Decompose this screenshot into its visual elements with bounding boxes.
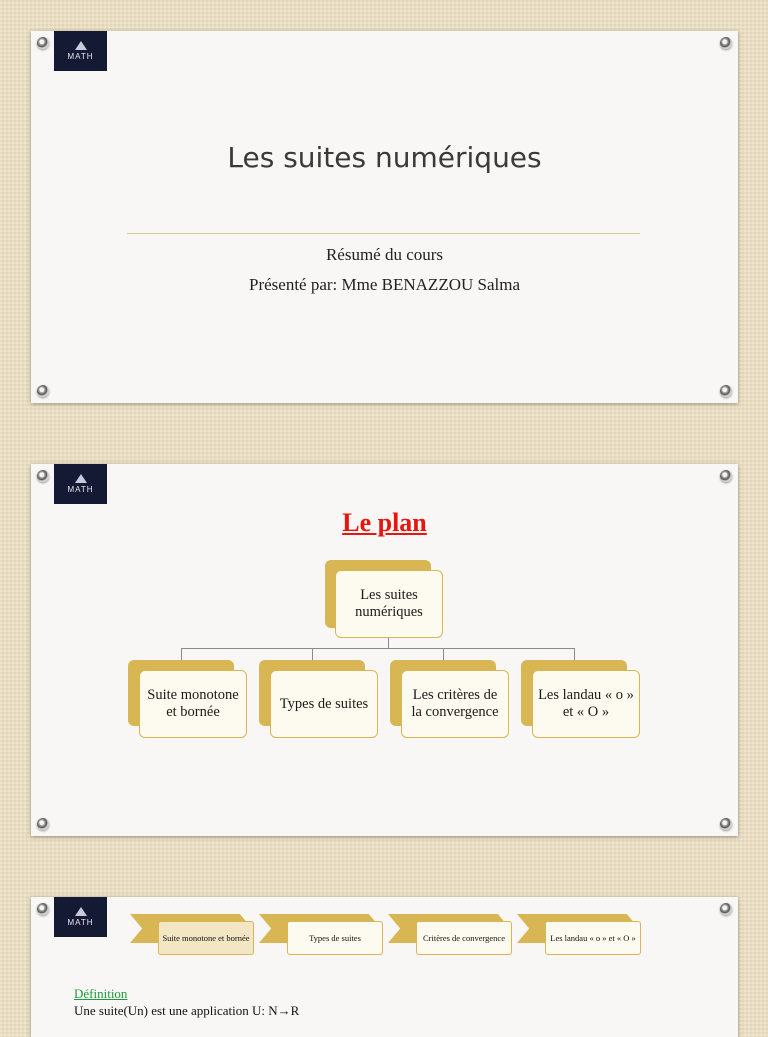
step-monotone: Suite monotone et bornée	[158, 921, 254, 955]
slide-definition	[31, 897, 738, 1037]
logo-text: MATH	[67, 52, 94, 61]
pin-icon	[720, 470, 732, 482]
node-monotone: Suite monotone et bornée	[139, 670, 247, 738]
connector-line	[312, 648, 313, 660]
pin-icon	[720, 37, 732, 49]
subtitle-presenter: Présenté par: Mme BENAZZOU Salma	[249, 275, 520, 294]
pin-icon	[37, 37, 49, 49]
math-logo	[54, 897, 107, 937]
title-divider	[127, 233, 640, 234]
connector-line	[574, 648, 575, 660]
step-landau: Les landau « o » et « O »	[545, 921, 641, 955]
logo-mark-icon	[75, 907, 87, 916]
subtitle-course: Résumé du cours	[325, 245, 444, 264]
presentation-title: Les suites numériques	[227, 141, 542, 174]
definition-text: Une suite(Un) est une application U: N→R	[74, 1003, 300, 1018]
pin-icon	[37, 385, 49, 397]
math-logo	[54, 31, 107, 71]
math-logo	[54, 464, 107, 504]
pin-icon	[37, 470, 49, 482]
node-types: Types de suites	[270, 670, 378, 738]
plan-title: Le plan	[342, 508, 427, 537]
logo-text: MATH	[67, 918, 94, 927]
pin-icon	[720, 385, 732, 397]
node-criteres: Les critères de la convergence	[401, 670, 509, 738]
definition-label: Définition	[74, 986, 128, 1001]
connector-line	[181, 648, 575, 649]
pin-icon	[720, 818, 732, 830]
slide-plan	[31, 464, 738, 836]
pin-icon	[37, 818, 49, 830]
pin-icon	[720, 903, 732, 915]
logo-text: MATH	[67, 485, 94, 494]
connector-line	[388, 638, 389, 648]
step-types: Types de suites	[287, 921, 383, 955]
connector-line	[443, 648, 444, 660]
node-landau: Les landau « o » et « O »	[532, 670, 640, 738]
logo-mark-icon	[75, 474, 87, 483]
node-root: Les suites numériques	[335, 570, 443, 638]
slide-title	[31, 31, 738, 403]
pin-icon	[37, 903, 49, 915]
logo-mark-icon	[75, 41, 87, 50]
connector-line	[181, 648, 182, 660]
step-criteres: Critères de convergence	[416, 921, 512, 955]
